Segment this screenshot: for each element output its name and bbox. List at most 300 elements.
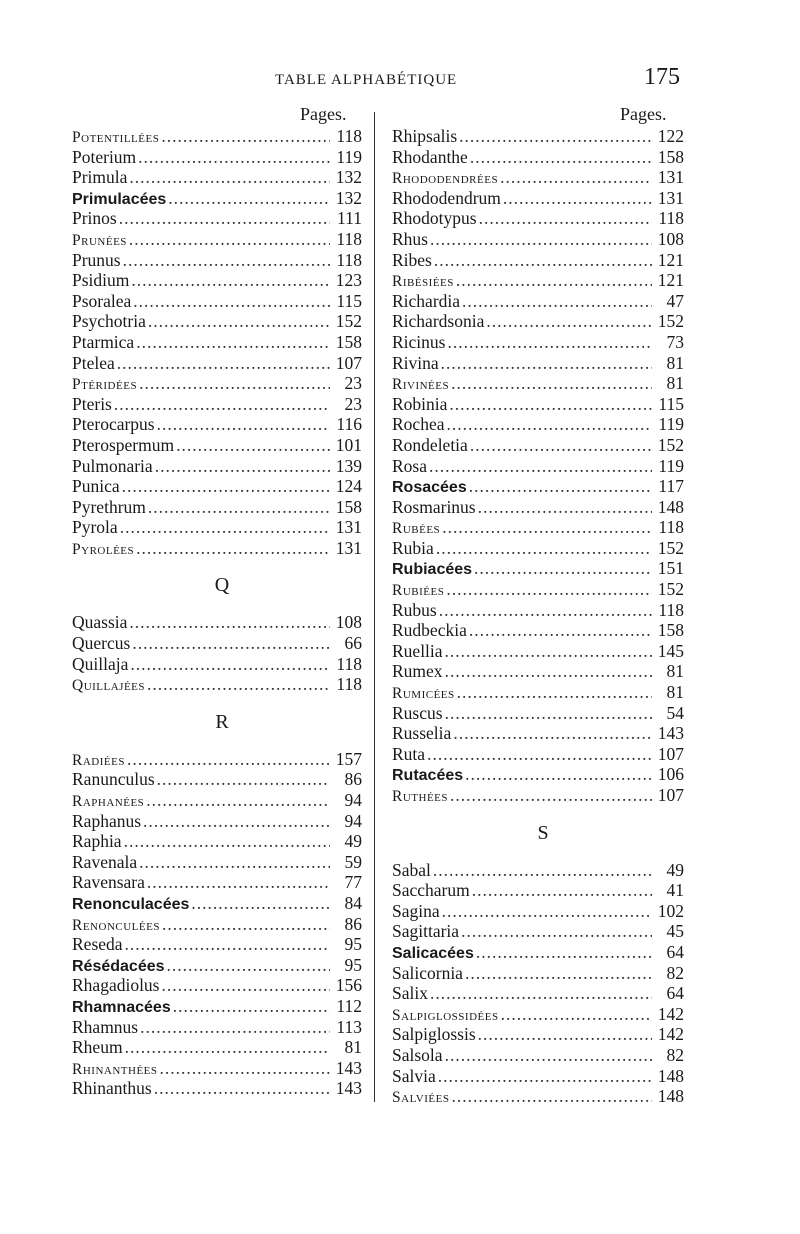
entry-page: 77: [344, 872, 362, 893]
index-entry: [392, 661, 684, 682]
page-number: 175: [644, 64, 680, 90]
entry-name: Rumex: [392, 661, 443, 682]
dot-leader: [430, 229, 652, 250]
entry-page: 101: [335, 434, 362, 455]
entry-page: 64: [666, 941, 684, 962]
entry-page: 81: [666, 352, 684, 373]
dot-leader: [478, 1024, 652, 1045]
entry-name: Ptéridées: [72, 376, 138, 394]
entry-name: Richardia: [392, 290, 461, 311]
dot-leader: [451, 1086, 652, 1107]
entry-name: Ranunculus: [72, 769, 155, 790]
entry-name: Ptarmica: [72, 331, 135, 352]
entry-page: 82: [666, 962, 684, 983]
dot-leader: [191, 893, 330, 914]
dot-leader: [486, 311, 652, 332]
entry-name: Psidium: [72, 270, 130, 291]
index-entry: [392, 942, 684, 963]
entry-page: 123: [335, 270, 362, 291]
entry-name: Raphanus: [72, 810, 142, 831]
entry-name: Rhodanthe: [392, 146, 468, 167]
entry-page: 122: [657, 126, 684, 146]
entry-name: Quassia: [72, 612, 128, 633]
entry-name: Ptelea: [72, 352, 115, 373]
dot-leader: [148, 311, 330, 332]
entry-name: Rudbeckia: [392, 620, 467, 641]
entry-name: Potentillées: [72, 129, 160, 146]
dot-leader: [427, 744, 652, 765]
dot-leader: [148, 497, 330, 518]
entry-page: 158: [335, 496, 362, 517]
entry-page: 113: [336, 1016, 362, 1037]
entry-name: Rhipsalis: [392, 126, 458, 146]
index-entry: [72, 291, 362, 312]
entry-name: Robinia: [392, 393, 448, 414]
entry-page: 41: [666, 880, 684, 901]
entry-page: 119: [658, 414, 684, 435]
index-entry: [392, 785, 684, 806]
dot-leader: [124, 831, 330, 852]
index-entry: [72, 311, 362, 332]
index-entry: [72, 749, 362, 770]
entry-page: 59: [344, 851, 362, 872]
index-entry: [392, 963, 684, 984]
dot-leader: [143, 811, 330, 832]
dot-leader: [125, 1037, 330, 1058]
dot-leader: [147, 674, 330, 695]
index-group: [72, 126, 362, 558]
dot-leader: [446, 579, 652, 600]
index-entry: [392, 229, 684, 250]
entry-page: 158: [657, 146, 684, 167]
entry-name: Ravensara: [72, 872, 145, 893]
section-letter-r: R: [215, 710, 229, 733]
dot-leader: [131, 270, 330, 291]
entry-name: Renonculées: [72, 916, 160, 934]
entry-page: 81: [344, 1037, 362, 1058]
dot-leader: [470, 147, 652, 168]
index-entry: [72, 1058, 362, 1079]
index-entry: [72, 229, 362, 250]
dot-leader: [114, 394, 330, 415]
entry-name: Ribes: [392, 249, 432, 270]
entry-page: 23: [344, 373, 362, 394]
index-entry: [392, 1066, 684, 1087]
dot-leader: [447, 332, 652, 353]
dot-leader: [459, 126, 652, 147]
dot-leader: [445, 1045, 652, 1066]
entry-name: Rubus: [392, 599, 437, 620]
index-entry: [72, 1017, 362, 1038]
entry-page: 49: [344, 831, 362, 852]
index-entry: [72, 332, 362, 353]
entry-name: Pyrethrum: [72, 496, 146, 517]
pages-header-right: Pages.: [620, 104, 667, 124]
dot-leader: [457, 682, 652, 703]
entry-page: 118: [336, 249, 362, 270]
index-entry: [72, 654, 362, 675]
entry-page: 143: [335, 1057, 362, 1078]
dot-leader: [450, 785, 652, 806]
dot-leader: [138, 147, 330, 168]
entry-name: Salsola: [392, 1044, 443, 1065]
index-entry: [392, 188, 684, 209]
index-entry: [392, 126, 684, 147]
index-entry: [392, 291, 684, 312]
entry-page: 148: [657, 1065, 684, 1086]
entry-name: Pyrola: [72, 517, 118, 538]
entry-name: Sagina: [392, 900, 440, 921]
entry-name: Pulmonaria: [72, 455, 153, 476]
dot-leader: [140, 1017, 330, 1038]
section-letter-q: Q: [214, 574, 230, 597]
entry-page: 94: [344, 810, 362, 831]
index-entry: [72, 831, 362, 852]
entry-name: Pterocarpus: [72, 414, 155, 435]
index-entry: [392, 880, 684, 901]
index-entry: [72, 476, 362, 497]
index-entry: [72, 1078, 362, 1099]
entry-page: 156: [335, 975, 362, 996]
index-entry: [392, 1045, 684, 1066]
index-entry: [72, 790, 362, 811]
entry-name: Psoralea: [72, 290, 132, 311]
entry-page: 111: [337, 208, 362, 229]
entry-page: 81: [666, 373, 684, 394]
index-entry: [392, 901, 684, 922]
dot-leader: [160, 1058, 331, 1079]
index-entry: [72, 975, 362, 996]
dot-leader: [433, 860, 652, 881]
index-entry: [392, 723, 684, 744]
index-group: [72, 612, 362, 694]
index-entry: [392, 983, 684, 1004]
entry-page: 119: [658, 455, 684, 476]
dot-leader: [120, 517, 330, 538]
entry-page: 107: [335, 352, 362, 373]
entry-name: Russelia: [392, 723, 452, 744]
dot-leader: [167, 955, 330, 976]
entry-name: Richardsonia: [392, 311, 485, 332]
index-entry: [392, 517, 684, 538]
dot-leader: [469, 620, 652, 641]
entry-page: 142: [657, 1003, 684, 1024]
index-entry: [72, 394, 362, 415]
entry-page: 142: [657, 1024, 684, 1045]
entry-page: 145: [657, 640, 684, 661]
index-entry: [392, 703, 684, 724]
entry-page: 108: [335, 612, 362, 633]
index-entry: [72, 250, 362, 271]
dot-leader: [503, 188, 652, 209]
dot-leader: [136, 538, 330, 559]
dot-leader: [469, 476, 652, 497]
dot-leader: [429, 456, 652, 477]
entry-name: Rosa: [392, 455, 427, 476]
dot-leader: [470, 435, 652, 456]
entry-name: Raphanées: [72, 793, 145, 811]
index-entry: [72, 497, 362, 518]
index-entry: [72, 208, 362, 229]
entry-page: 115: [658, 393, 684, 414]
entry-name: Quillaja: [72, 653, 129, 674]
index-entry: [392, 682, 684, 703]
dot-leader: [461, 921, 652, 942]
index-entry: [392, 497, 684, 518]
index-entry: [392, 744, 684, 765]
index-entry: [392, 1086, 684, 1107]
dot-leader: [117, 353, 330, 374]
right-column: [392, 126, 684, 1107]
dot-leader: [472, 880, 652, 901]
entry-page: 148: [657, 1086, 684, 1107]
index-entry: [392, 167, 684, 188]
dot-leader: [146, 790, 330, 811]
entry-page: 115: [336, 290, 362, 311]
entry-name: Ruta: [392, 743, 426, 764]
entry-page: 152: [657, 579, 684, 600]
entry-page: 152: [335, 311, 362, 332]
entry-name: Reseda: [72, 934, 123, 955]
entry-name: Salpiglossis: [392, 1024, 476, 1045]
index-entry: [72, 674, 362, 695]
index-group: [72, 749, 362, 1099]
dot-leader: [136, 332, 330, 353]
index-entry: [392, 414, 684, 435]
entry-page: 143: [657, 723, 684, 744]
dot-leader: [176, 435, 330, 456]
entry-page: 47: [666, 290, 684, 311]
index-entry: [392, 921, 684, 942]
entry-name: Sagittaria: [392, 921, 460, 942]
index-entry: [72, 955, 362, 976]
dot-leader: [436, 538, 652, 559]
index-entry: [72, 934, 362, 955]
dot-leader: [449, 394, 652, 415]
entry-name: Rhamnus: [72, 1016, 139, 1037]
entry-page: 132: [335, 167, 362, 188]
index-entry: [72, 456, 362, 477]
dot-leader: [438, 1066, 652, 1087]
entry-page: 107: [657, 785, 684, 805]
entry-page: 95: [344, 934, 362, 955]
dot-leader: [430, 983, 652, 1004]
entry-name: Rhododendrum: [392, 187, 501, 208]
entry-name: Salicornia: [392, 962, 463, 983]
entry-page: 82: [666, 1044, 684, 1065]
index-entry: [72, 414, 362, 435]
index-entry: [72, 893, 362, 914]
dot-leader: [119, 208, 330, 229]
entry-page: 132: [335, 187, 362, 208]
index-entry: [392, 1024, 684, 1045]
entry-name: Raphia: [72, 831, 122, 852]
index-entry: [392, 147, 684, 168]
index-entry: [72, 996, 362, 1017]
dot-leader: [442, 517, 652, 538]
entry-page: 118: [658, 599, 684, 620]
dot-leader: [173, 996, 330, 1017]
entry-page: 131: [657, 187, 684, 208]
entry-page: 73: [666, 331, 684, 352]
entry-name: Quercus: [72, 633, 131, 654]
entry-name: Radiées: [72, 751, 125, 769]
entry-page: 102: [657, 900, 684, 921]
entry-page: 152: [657, 434, 684, 455]
dot-leader: [434, 250, 652, 271]
entry-name: Rubiées: [392, 582, 445, 600]
dot-leader: [445, 641, 652, 662]
index-entry: [392, 353, 684, 374]
entry-page: 86: [344, 769, 362, 790]
index-entry: [392, 250, 684, 271]
entry-page: 148: [657, 496, 684, 517]
entry-name: Rosmarinus: [392, 496, 476, 517]
index-entry: [72, 811, 362, 832]
index-entry: [72, 633, 362, 654]
entry-name: Salix: [392, 983, 428, 1004]
index-entry: [392, 311, 684, 332]
entry-page: 86: [344, 913, 362, 934]
pages-header-left: Pages.: [300, 104, 347, 124]
entry-name: Rhodotypus: [392, 208, 477, 229]
dot-leader: [168, 188, 330, 209]
entry-name: Salvia: [392, 1065, 436, 1086]
entry-name: Rhinanthées: [72, 1060, 158, 1078]
entry-name: Pterospermum: [72, 434, 175, 455]
entry-page: 118: [336, 228, 362, 249]
entry-page: 84: [344, 893, 362, 913]
entry-name: Prunées: [72, 231, 127, 249]
entry-name: Rondeletia: [392, 434, 468, 455]
index-entry: [392, 538, 684, 559]
index-entry: [392, 332, 684, 353]
entry-page: 116: [336, 414, 362, 435]
entry-name: Rhus: [392, 228, 428, 249]
entry-page: 131: [657, 167, 684, 188]
entry-page: 131: [335, 517, 362, 538]
entry-name: Rhagadiolus: [72, 975, 160, 996]
entry-name: Primula: [72, 167, 128, 188]
entry-name: Saccharum: [392, 880, 470, 901]
dot-leader: [453, 723, 652, 744]
entry-page: 23: [344, 393, 362, 414]
column-divider: [374, 112, 375, 1102]
entry-name: Primulacées: [72, 190, 167, 208]
dot-leader: [162, 914, 330, 935]
entry-name: Ribésiées: [392, 273, 454, 291]
index-entry: [72, 435, 362, 456]
entry-page: 124: [335, 476, 362, 497]
dot-leader: [465, 963, 652, 984]
entry-page: 157: [335, 748, 362, 769]
index-entry: [72, 612, 362, 633]
entry-name: Rubiacées: [392, 561, 473, 579]
index-entry: [392, 476, 684, 497]
entry-name: Renonculacées: [72, 896, 190, 913]
index-entry: [392, 558, 684, 579]
entry-page: 158: [335, 331, 362, 352]
entry-page: 64: [666, 983, 684, 1004]
index-entry: [392, 373, 684, 394]
entry-page: 118: [658, 208, 684, 229]
dot-leader: [162, 975, 331, 996]
dot-leader: [445, 661, 652, 682]
entry-page: 81: [666, 682, 684, 703]
index-entry: [392, 270, 684, 291]
entry-name: Poterium: [72, 146, 137, 167]
entry-name: Prinos: [72, 208, 117, 229]
dot-leader: [155, 456, 330, 477]
entry-page: 118: [658, 517, 684, 538]
index-entry: [72, 1037, 362, 1058]
entry-page: 118: [336, 653, 362, 674]
entry-name: Rhododendrées: [392, 170, 499, 188]
entry-name: Prunus: [72, 249, 121, 270]
entry-page: 121: [657, 249, 684, 270]
index-entry: [392, 435, 684, 456]
section-letter-s: S: [537, 821, 549, 844]
entry-name: Ruscus: [392, 702, 443, 723]
dot-leader: [476, 942, 652, 963]
index-entry: [392, 456, 684, 477]
entry-page: 112: [336, 995, 362, 1016]
index-group: [392, 126, 684, 806]
index-entry: [392, 208, 684, 229]
dot-leader: [501, 1004, 652, 1025]
index-entry: [392, 764, 684, 785]
entry-name: Salviées: [392, 1089, 450, 1107]
entry-page: 81: [666, 661, 684, 682]
dot-leader: [139, 373, 330, 394]
entry-name: Rivina: [392, 352, 439, 373]
entry-page: 152: [657, 537, 684, 558]
dot-leader: [439, 600, 652, 621]
index-entry: [72, 167, 362, 188]
index-entry: [392, 641, 684, 662]
entry-name: Rhamnacées: [72, 998, 171, 1016]
entry-page: 151: [657, 558, 684, 579]
entry-page: 118: [336, 126, 362, 146]
dot-leader: [122, 476, 330, 497]
entry-page: 119: [336, 146, 362, 167]
entry-page: 108: [657, 228, 684, 249]
index-entry: [72, 914, 362, 935]
dot-leader: [130, 654, 330, 675]
running-head: TABLE ALPHABÉTIQUE: [275, 72, 458, 88]
entry-name: Ravenala: [72, 851, 138, 872]
index-entry: [392, 600, 684, 621]
index-entry: [72, 353, 362, 374]
dot-leader: [157, 414, 330, 435]
index-entry: [72, 126, 362, 147]
index-group: [392, 860, 684, 1107]
dot-leader: [479, 208, 652, 229]
entry-name: Rubia: [392, 537, 434, 558]
dot-leader: [500, 167, 652, 188]
entry-page: 66: [344, 633, 362, 654]
entry-page: 45: [666, 921, 684, 942]
entry-name: Rubées: [392, 520, 441, 538]
index-entry: [392, 1004, 684, 1025]
entry-name: Punica: [72, 476, 120, 497]
dot-leader: [139, 852, 330, 873]
index-entry: [72, 270, 362, 291]
dot-leader: [132, 633, 330, 654]
entry-name: Rosacées: [392, 479, 467, 497]
entry-page: 106: [657, 764, 684, 785]
index-entry: [72, 852, 362, 873]
